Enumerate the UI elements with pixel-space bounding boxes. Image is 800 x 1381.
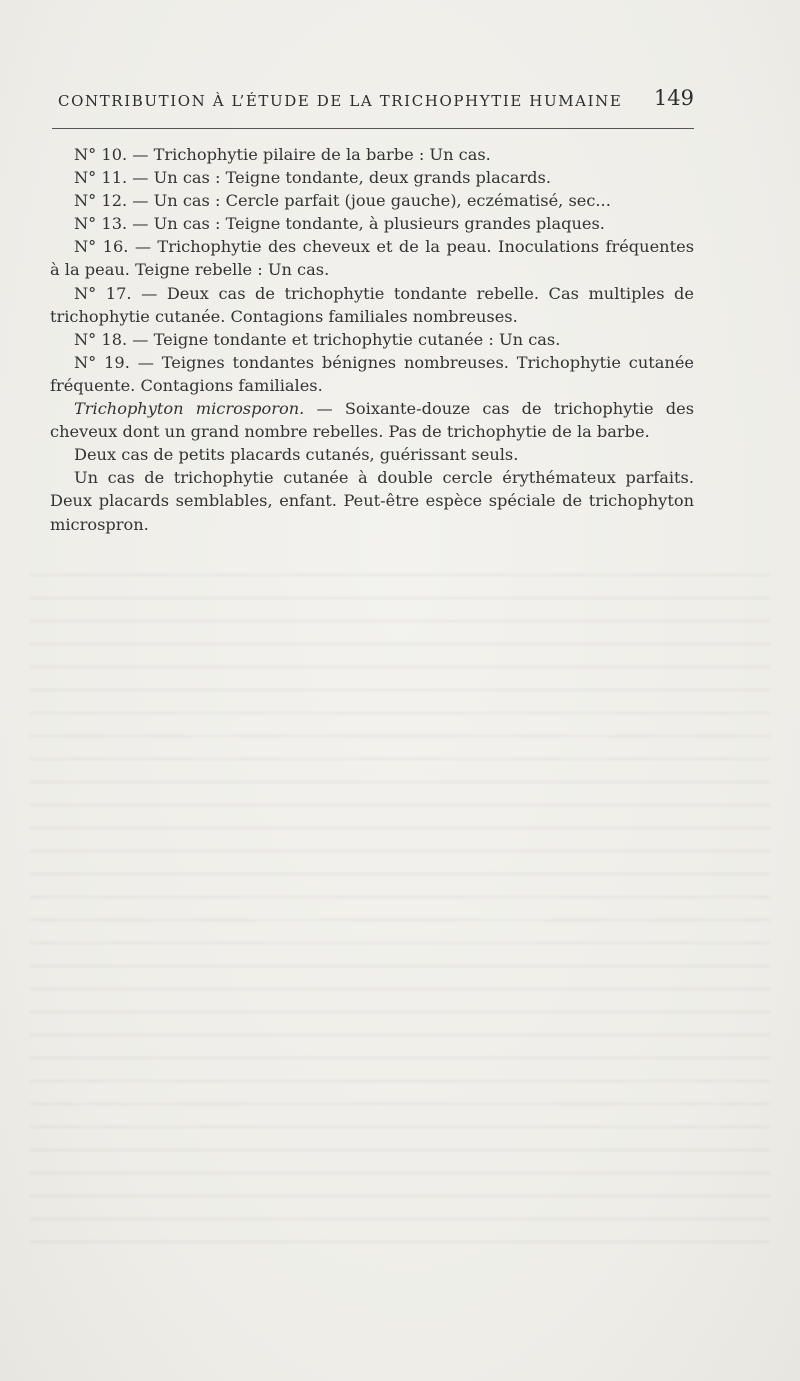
paragraph: N° 13. — Un cas : Teigne tondante, à plusieurs grandes plaques. <box>74 214 605 234</box>
paragraph: N° 17. — Deux cas de trichophytie tondante rebelle. Cas multiples de trichophytie cutanée. Contagions familiales nombreuses. <box>50 283 694 326</box>
body-text <box>50 143 694 536</box>
paragraph: Un cas de trichophytie cutanée à double cercle érythémateux parfaits. Deux placards semblables, enfant. Peut-être espèce spéciale de trichophyton microspron. <box>50 468 694 534</box>
paragraph: N° 12. — Un cas : Cercle parfait (joue gauche), eczématisé, sec... <box>74 191 611 211</box>
show-through-texture <box>30 560 770 1260</box>
header-rule <box>52 128 694 129</box>
running-title: CONTRIBUTION À L’ÉTUDE DE LA TRICHOPHYTIE HUMAINE <box>58 92 623 110</box>
species-description: — Soixante-douze cas de trichophytie des cheveux dont un grand nombre rebelles. Pas de trichophytie de la barbe. <box>50 399 694 442</box>
page-number: 149 <box>653 86 694 110</box>
paragraph: N° 11. — Un cas : Teigne tondante, deux grands placards. <box>74 168 552 188</box>
running-header <box>58 84 694 124</box>
paragraph: N° 16. — Trichophytie des cheveux et de la peau. Inoculations fréquentes à la peau. Teigne rebelle : Un cas. <box>50 237 694 280</box>
paragraph: Deux cas de petits placards cutanés, guérissant seuls. <box>74 445 519 465</box>
paragraph: N° 18. — Teigne tondante et trichophytie cutanée : Un cas. <box>74 329 561 349</box>
microsporon-paragraph <box>50 397 694 443</box>
paragraph: N° 10. — Trichophytie pilaire de la barbe : Un cas. <box>74 145 491 164</box>
species-name: Trichophyton microsporon. <box>74 399 305 419</box>
paragraph: N° 19. — Teignes tondantes bénignes nombreuses. Trichophytie cutanée fréquente. Contagions familiales. <box>50 352 694 395</box>
